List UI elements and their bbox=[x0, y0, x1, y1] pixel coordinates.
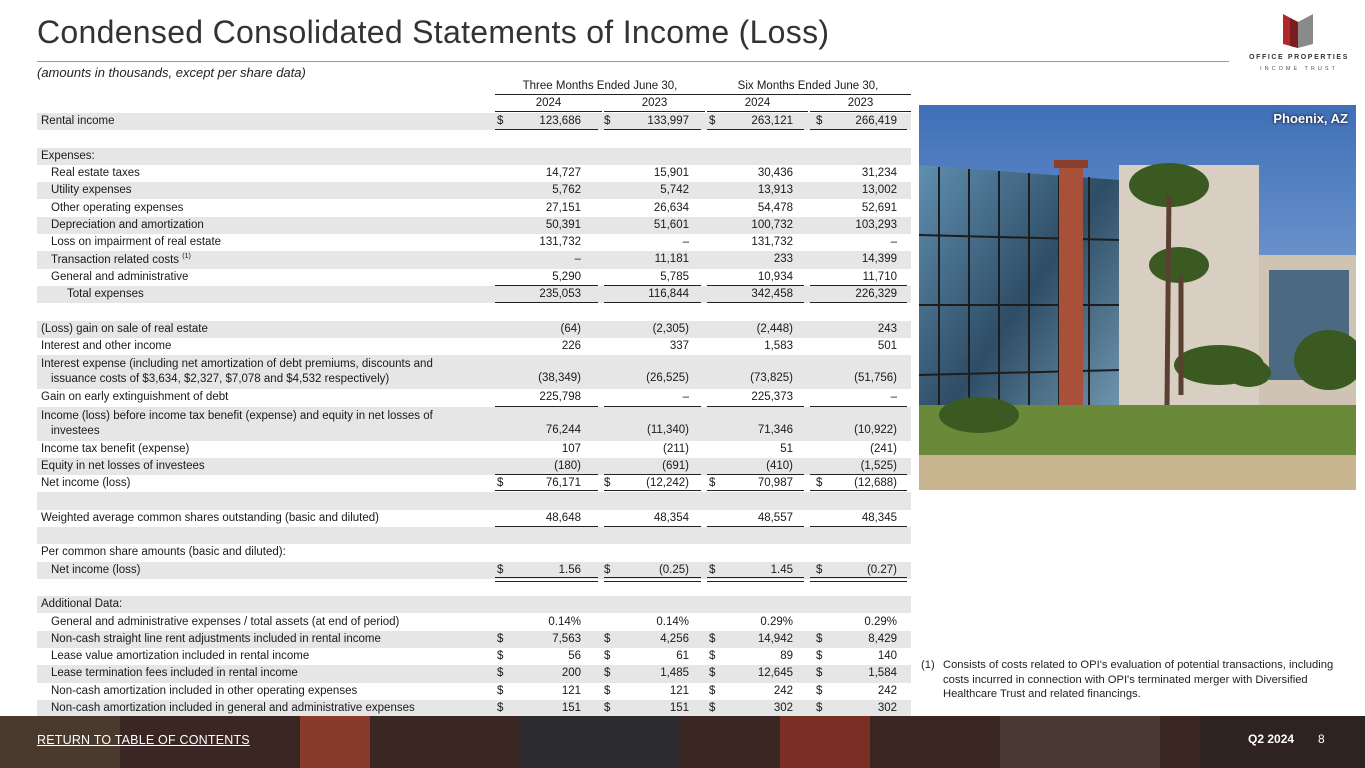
table-row bbox=[37, 113, 911, 130]
table-cell: 107 bbox=[561, 442, 581, 455]
currency-symbol: $ bbox=[497, 667, 504, 680]
row-label: Depreciation and amortization bbox=[51, 218, 204, 231]
table-cell: (12,688) bbox=[854, 477, 897, 490]
currency-symbol: $ bbox=[709, 702, 716, 714]
table-cell: – bbox=[682, 236, 689, 249]
table-cell: 131,732 bbox=[539, 236, 581, 249]
table-cell: 30,436 bbox=[757, 166, 793, 179]
table-row bbox=[37, 683, 911, 700]
table-cell: 342,458 bbox=[751, 288, 793, 300]
currency-symbol: $ bbox=[604, 650, 611, 663]
currency-symbol: $ bbox=[604, 667, 611, 680]
table-cell: 26,634 bbox=[653, 201, 689, 214]
currency-symbol: $ bbox=[604, 702, 611, 714]
row-label: Utility expenses bbox=[51, 184, 132, 197]
page-subtitle: (amounts in thousands, except per share data) bbox=[37, 65, 306, 80]
currency-symbol: $ bbox=[816, 702, 823, 714]
table-cell: 11,710 bbox=[862, 270, 897, 283]
table-cell: (2,305) bbox=[652, 322, 689, 335]
table-row bbox=[37, 614, 911, 631]
table-cell: (64) bbox=[560, 322, 581, 335]
table-cell: 0.14% bbox=[656, 615, 689, 628]
table-cell: 1.56 bbox=[558, 563, 581, 576]
row-label: Expenses: bbox=[41, 149, 95, 162]
table-cell: – bbox=[682, 391, 689, 404]
currency-symbol: $ bbox=[497, 115, 504, 127]
currency-symbol: $ bbox=[604, 684, 611, 697]
table-cell: 48,345 bbox=[861, 511, 897, 524]
row-label: Transaction related costs $^{(1)}$ bbox=[51, 253, 191, 267]
row-label: Non-cash amortization included in other operating expenses bbox=[51, 684, 358, 697]
currency-symbol: $ bbox=[709, 650, 716, 663]
table-row bbox=[37, 286, 911, 303]
table-cell: 337 bbox=[669, 339, 689, 352]
table-cell: 140 bbox=[877, 650, 897, 663]
table-cell: 13,002 bbox=[861, 184, 897, 197]
table-cell: 1,584 bbox=[868, 667, 897, 680]
footnote-number: (1) bbox=[921, 659, 935, 671]
currency-symbol: $ bbox=[604, 563, 611, 576]
table-cell: 0.29% bbox=[760, 615, 793, 628]
row-label: Total expenses bbox=[67, 288, 144, 300]
currency-symbol: $ bbox=[816, 477, 823, 490]
table-cell: 54,478 bbox=[757, 201, 793, 214]
footnote-text: Consists of costs related to OPI's evaluation of potential transactions, including costs incurred in connection with OPI's terminated merger with Diversified Healthcare Trust and related financings. bbox=[943, 659, 1334, 700]
table-cell: 243 bbox=[877, 322, 897, 335]
table-cell: – bbox=[890, 236, 897, 249]
table-cell: 5,762 bbox=[552, 184, 581, 197]
table-cell: 1,485 bbox=[660, 667, 689, 680]
row-label: Lease value amortization included in rental income bbox=[51, 650, 310, 663]
building-photo-illustration bbox=[919, 105, 1356, 490]
currency-symbol: $ bbox=[497, 684, 504, 697]
table-cell: 151 bbox=[561, 702, 581, 714]
currency-symbol: $ bbox=[709, 477, 716, 490]
table-cell: 11,181 bbox=[654, 253, 689, 266]
row-label: Per common share amounts (basic and diluted): bbox=[41, 546, 286, 559]
table-row bbox=[37, 441, 911, 458]
table-cell: 0.14% bbox=[548, 615, 581, 628]
currency-symbol: $ bbox=[604, 632, 611, 645]
table-cell: 61 bbox=[676, 650, 689, 663]
row-label: Non-cash amortization included in general and administrative expenses bbox=[51, 702, 415, 714]
table-cell: 71,346 bbox=[757, 423, 793, 436]
row-label: Real estate taxes bbox=[51, 166, 140, 179]
table-row bbox=[37, 165, 911, 182]
table-cell: 1,583 bbox=[764, 339, 793, 352]
table-row bbox=[37, 251, 911, 268]
table-row bbox=[37, 234, 911, 251]
table-cell: 225,798 bbox=[539, 391, 581, 404]
table-row bbox=[37, 510, 911, 527]
footer-quarter: Q2 2024 bbox=[1248, 732, 1295, 746]
table-cell: 4,256 bbox=[660, 632, 689, 645]
table-cell: 121 bbox=[561, 684, 581, 697]
table-cell: 242 bbox=[877, 684, 897, 697]
row-label: Gain on early extinguishment of debt bbox=[41, 391, 229, 404]
table-cell: 14,727 bbox=[545, 166, 581, 179]
year-header: 2024 bbox=[495, 96, 602, 112]
table-cell: (241) bbox=[870, 442, 897, 455]
table-cell: 123,686 bbox=[539, 115, 581, 127]
currency-symbol: $ bbox=[497, 477, 504, 490]
table-cell: 51 bbox=[780, 442, 793, 455]
table-row bbox=[37, 182, 911, 199]
table-cell: 302 bbox=[773, 702, 793, 714]
table-row bbox=[37, 700, 911, 717]
table-row bbox=[37, 200, 911, 217]
table-cell: 14,942 bbox=[757, 632, 793, 645]
table-cell: 48,557 bbox=[757, 511, 793, 524]
table-cell: (2,448) bbox=[756, 322, 793, 335]
table-row bbox=[37, 338, 911, 355]
currency-symbol: $ bbox=[816, 115, 823, 127]
table-row bbox=[37, 269, 911, 286]
currency-symbol: $ bbox=[604, 477, 611, 490]
row-label: (Loss) gain on sale of real estate bbox=[41, 322, 208, 335]
page-title: Condensed Consolidated Statements of Income (Loss) bbox=[37, 14, 830, 50]
table-cell: 242 bbox=[773, 684, 793, 697]
currency-symbol: $ bbox=[497, 632, 504, 645]
table-cell: 13,913 bbox=[757, 184, 793, 197]
table-cell: 51,601 bbox=[653, 218, 689, 231]
table-row bbox=[37, 217, 911, 234]
table-cell: 302 bbox=[877, 702, 897, 714]
table-cell: 8,429 bbox=[868, 632, 897, 645]
table-cell: (0.27) bbox=[866, 563, 897, 576]
currency-symbol: $ bbox=[709, 563, 716, 576]
table-cell: 50,391 bbox=[545, 218, 581, 231]
period-header-six-months: Six Months Ended June 30, bbox=[705, 79, 911, 95]
currency-symbol: $ bbox=[709, 632, 716, 645]
table-cell: (1,525) bbox=[860, 459, 897, 472]
table-cell: 70,987 bbox=[757, 477, 793, 490]
table-cell: 52,691 bbox=[861, 201, 897, 214]
photo-location-label: Phoenix, AZ bbox=[1273, 111, 1348, 126]
table-row bbox=[37, 579, 911, 596]
table-row bbox=[37, 631, 911, 648]
currency-symbol: $ bbox=[604, 115, 611, 127]
row-label: General and administrative expenses / total assets (at end of period) bbox=[51, 615, 400, 628]
table-cell: 12,645 bbox=[757, 667, 793, 680]
currency-symbol: $ bbox=[709, 667, 716, 680]
logo-text-line2: INCOME TRUST bbox=[1260, 66, 1338, 72]
year-header: 2023 bbox=[604, 96, 705, 112]
table-cell: 15,901 bbox=[653, 166, 689, 179]
table-row bbox=[37, 648, 911, 665]
table-cell: 31,234 bbox=[861, 166, 897, 179]
table-cell: 121 bbox=[669, 684, 689, 697]
row-label: Equity in net losses of investees bbox=[41, 459, 205, 472]
table-row bbox=[37, 389, 911, 406]
currency-symbol: $ bbox=[497, 702, 504, 714]
table-cell: 76,171 bbox=[545, 477, 581, 490]
row-label: Interest and other income bbox=[41, 339, 172, 352]
table-row bbox=[37, 303, 911, 320]
table-cell: 27,151 bbox=[545, 201, 581, 214]
table-row bbox=[37, 148, 911, 165]
currency-symbol: $ bbox=[816, 632, 823, 645]
logo-mark-icon bbox=[1283, 14, 1313, 48]
year-header: 2023 bbox=[810, 96, 911, 112]
table-row bbox=[37, 527, 911, 544]
currency-symbol: $ bbox=[709, 684, 716, 697]
row-label: Weighted average common shares outstanding (basic and diluted) bbox=[41, 511, 379, 524]
row-label: Rental income bbox=[41, 115, 115, 127]
table-cell: 103,293 bbox=[855, 218, 897, 231]
footer-bar bbox=[0, 716, 1365, 768]
table-cell: 266,419 bbox=[855, 115, 897, 127]
currency-symbol: $ bbox=[816, 684, 823, 697]
row-label: Lease termination fees included in rental income bbox=[51, 667, 298, 680]
footnote-ref: (1) bbox=[182, 253, 191, 261]
table-cell: (211) bbox=[663, 442, 689, 455]
currency-symbol: $ bbox=[816, 650, 823, 663]
year-header: 2024 bbox=[707, 96, 808, 112]
table-row bbox=[37, 355, 911, 389]
row-label: General and administrative bbox=[51, 270, 189, 283]
row-label: Interest expense (including net amortization of debt premiums, discounts and issuance costs of $3,634, $2,327, $7,078 and $4,532 respectively) bbox=[41, 358, 433, 386]
currency-symbol: $ bbox=[497, 650, 504, 663]
table-row bbox=[37, 458, 911, 475]
return-to-toc-link[interactable]: RETURN TO TABLE OF CONTENTS bbox=[37, 733, 250, 747]
currency-symbol: $ bbox=[709, 115, 716, 127]
logo-text-line1: OFFICE PROPERTIES bbox=[1249, 54, 1349, 61]
table-cell: (0.25) bbox=[658, 563, 689, 576]
table-cell: – bbox=[890, 391, 897, 404]
row-label: Net income (loss) bbox=[41, 477, 131, 490]
table-cell: 151 bbox=[669, 702, 689, 714]
table-cell: 76,244 bbox=[545, 423, 581, 436]
row-label: Net income (loss) bbox=[51, 563, 141, 576]
table-cell: 0.29% bbox=[864, 615, 897, 628]
property-photo bbox=[919, 105, 1356, 490]
row-label: Income tax benefit (expense) bbox=[41, 442, 190, 455]
table-cell: (73,825) bbox=[750, 372, 793, 385]
table-cell: 89 bbox=[780, 650, 793, 663]
table-cell: (12,242) bbox=[646, 477, 689, 490]
currency-symbol: $ bbox=[816, 563, 823, 576]
row-label: Other operating expenses bbox=[51, 201, 184, 214]
table-cell: 48,648 bbox=[545, 511, 581, 524]
table-cell: 56 bbox=[568, 650, 581, 663]
table-cell: (38,349) bbox=[538, 372, 581, 385]
table-row bbox=[37, 665, 911, 682]
title-divider bbox=[37, 61, 1229, 62]
page-number: 8 bbox=[1318, 732, 1325, 746]
table-row bbox=[37, 544, 911, 561]
table-cell: 226,329 bbox=[855, 288, 897, 300]
table-cell: – bbox=[574, 253, 581, 266]
currency-symbol: $ bbox=[816, 667, 823, 680]
table-cell: 501 bbox=[877, 339, 897, 352]
table-cell: 1.45 bbox=[770, 563, 793, 576]
table-cell: 48,354 bbox=[653, 511, 689, 524]
table-cell: (691) bbox=[662, 459, 689, 472]
table-row bbox=[37, 130, 911, 147]
table-cell: 5,290 bbox=[552, 270, 581, 283]
table-cell: 131,732 bbox=[751, 236, 793, 249]
table-cell: 14,399 bbox=[861, 253, 897, 266]
period-header-three-months: Three Months Ended June 30, bbox=[495, 79, 705, 95]
table-cell: (410) bbox=[766, 459, 793, 472]
table-cell: (51,756) bbox=[854, 372, 897, 385]
table-row bbox=[37, 492, 911, 509]
table-cell: 233 bbox=[773, 253, 793, 266]
table-row bbox=[37, 407, 911, 441]
table-row bbox=[37, 321, 911, 338]
row-label: Additional Data: bbox=[41, 598, 123, 611]
table-cell: 116,844 bbox=[648, 288, 689, 300]
table-cell: (26,525) bbox=[646, 372, 689, 385]
table-cell: 200 bbox=[561, 667, 581, 680]
row-label: Non-cash straight line rent adjustments included in rental income bbox=[51, 632, 381, 645]
table-cell: 235,053 bbox=[539, 288, 581, 300]
row-label: Income (loss) before income tax benefit (expense) and equity in net losses of investees bbox=[41, 409, 433, 437]
table-cell: 7,563 bbox=[552, 632, 581, 645]
company-logo bbox=[1249, 14, 1349, 76]
table-cell: 5,742 bbox=[660, 184, 689, 197]
table-cell: 225,373 bbox=[751, 391, 793, 404]
table-cell: 100,732 bbox=[751, 218, 793, 231]
table-row bbox=[37, 596, 911, 613]
currency-symbol: $ bbox=[497, 563, 504, 576]
table-cell: (10,922) bbox=[854, 423, 897, 436]
table-cell: 10,934 bbox=[757, 270, 793, 283]
table-cell: (180) bbox=[554, 459, 581, 472]
table-cell: 263,121 bbox=[751, 115, 793, 127]
row-label: Loss on impairment of real estate bbox=[51, 236, 222, 249]
table-cell: 226 bbox=[561, 339, 581, 352]
table-cell: 133,997 bbox=[647, 115, 689, 127]
table-cell: 5,785 bbox=[660, 270, 689, 283]
table-cell: (11,340) bbox=[647, 423, 689, 436]
